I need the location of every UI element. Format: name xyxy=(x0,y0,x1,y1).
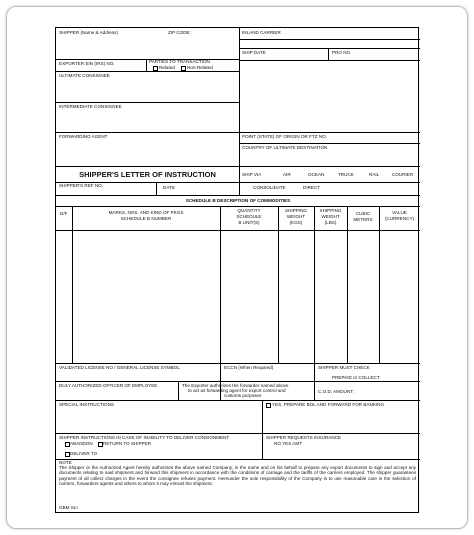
rule xyxy=(178,381,179,400)
ship-via-truck[interactable]: TRUCK xyxy=(338,172,354,177)
shippers-letter-of-instruction-form xyxy=(55,27,419,513)
shippers-ref-label: SHIPPER'S REF NO. xyxy=(59,183,104,188)
rule xyxy=(56,230,420,231)
rule xyxy=(56,71,239,72)
col-cubic-line1: CUBIC xyxy=(355,211,371,216)
prepaid-or-collect[interactable]: PREPAID or COLLECT xyxy=(332,375,380,380)
rule xyxy=(56,381,420,382)
note-text: The Shipper or the Authorized Agent hereby authorizes the above named Company, in the name and on his behalf to prepare any export documents to sign and accept any documents relating to said shipment and forward this shipment in accordance with the conditions of carriage and the tariffs of the carriers employed. The shipper guarantees payment of all collect charges in the event the consignee refuses payment. Hereunder the sole responsibility of the Company is to use reasonable care in the selection of carriers, forwarders agents and others to whom it may entrust the shipment. xyxy=(59,465,416,487)
ship-via-air[interactable]: AIR xyxy=(283,172,291,177)
rule xyxy=(56,459,420,460)
rule xyxy=(56,132,420,133)
rule xyxy=(239,60,420,61)
rule xyxy=(239,48,420,49)
inland-carrier-label: INLAND CARRIER xyxy=(242,30,281,35)
rule xyxy=(56,102,239,103)
abandon-label: ABANDON xyxy=(70,441,93,446)
exporter-ein-label: EXPORTER EIN (IRS) NO. xyxy=(59,61,115,66)
rule xyxy=(314,206,315,363)
col-value-line2: (CURRENCY) xyxy=(384,216,415,221)
rule xyxy=(56,400,420,401)
license-label: VALIDATED LICENSE NO / GENERAL LICENSE SYMBOL xyxy=(59,365,180,370)
rule xyxy=(220,206,221,363)
forwarding-agent-label: FORWARDING AGENT xyxy=(59,134,108,139)
ship-via-ocean[interactable]: OCEAN xyxy=(308,172,325,177)
col-weight-lbs-line3: (LBS) xyxy=(324,220,337,225)
cod-amount-label: C.O.D. AMOUNT: xyxy=(318,389,354,394)
rule xyxy=(314,363,315,400)
col-quantity-line2: SCHEDULE xyxy=(236,214,262,219)
col-cubic-line2: METERS xyxy=(353,217,373,222)
rule xyxy=(72,206,73,363)
col-weight-kgs-line1: SHIPPING xyxy=(285,208,307,213)
date-label: DATE xyxy=(163,185,175,190)
rule xyxy=(379,206,380,363)
col-marks-line2: SCHEDULE B NUMBER xyxy=(120,216,172,221)
insurance-options[interactable]: NO YES AMT xyxy=(274,441,302,446)
parties-to-transaction-label: PARTIES TO TRANSACTION xyxy=(149,59,210,64)
rule xyxy=(239,39,420,40)
rule xyxy=(156,182,157,195)
return-to-shipper-label: RETURN TO SHIPPER xyxy=(103,441,152,446)
col-df: D/F xyxy=(60,211,68,216)
rule xyxy=(56,363,420,364)
prepare-bol-label: YES, PREPARE BOL AND FORWARD FOR BANKING xyxy=(272,402,385,407)
rule xyxy=(239,143,420,144)
rule xyxy=(239,28,240,166)
authorizes-text-line2: to act as forwarding agent for export control and xyxy=(188,388,286,393)
rule xyxy=(56,182,420,183)
col-weight-lbs-line2: WEIGHT xyxy=(321,214,340,219)
rule xyxy=(347,206,348,363)
special-instructions-label: SPECIAL INSTRUCTIONS xyxy=(59,402,114,407)
insurance-label: SHIPPER REQUESTS INSURANCE xyxy=(266,435,342,440)
col-quantity-line1: QUANTITY xyxy=(237,208,261,213)
authorizes-text-line1: The Exporter authorizes the forwarder named above xyxy=(182,383,289,388)
col-weight-kgs-line2: WEIGHT xyxy=(286,214,306,219)
col-weight-kgs-line3: (KGS) xyxy=(289,220,303,225)
ship-via-courier[interactable]: COURIER xyxy=(392,172,414,177)
zip-code-label: ZIP CODE: xyxy=(168,30,191,35)
country-of-destination-label: COUNTRY OF ULTIMATE DESTINATION xyxy=(242,145,328,150)
col-weight-lbs-line1: SHIPPING xyxy=(319,208,342,213)
eccn-label: ECCN (When Required) xyxy=(224,365,274,370)
col-quantity-line3: B UNIT(S) xyxy=(238,220,260,225)
rule xyxy=(220,363,221,400)
shipper-name-address-label: SHIPPER (Name & Address) xyxy=(59,30,118,35)
duly-authorized-label: DULY AUTHORIZED OFFICER OF EMPLOYEE xyxy=(59,383,158,388)
col-value-line1: VALUE xyxy=(392,210,407,215)
rule xyxy=(146,59,147,71)
direct-option[interactable]: DIRECT xyxy=(303,185,321,190)
form-title: SHIPPER'S LETTER OF INSTRUCTION xyxy=(79,170,216,179)
deliver-to-label: DELIVER TO xyxy=(70,451,98,456)
point-of-origin-label: POINT (STATE) OF ORIGIN OR FTZ NO. xyxy=(242,134,327,139)
note-label: NOTE xyxy=(59,460,72,465)
intermediate-consignee-label: INTERMEDIATE CONSIGNEE xyxy=(59,104,122,109)
consolidate-option[interactable]: CONSOLIDATE xyxy=(253,185,286,190)
rule xyxy=(239,166,240,195)
form-code: GBM SLI xyxy=(59,505,78,510)
ship-date-label: SHIP DATE xyxy=(242,50,266,55)
rule xyxy=(262,433,263,459)
rule xyxy=(56,166,420,167)
ship-via-rail[interactable]: RAIL xyxy=(369,172,380,177)
rule xyxy=(56,59,239,60)
prepare-bol-checkbox[interactable] xyxy=(266,403,271,408)
related-checkbox[interactable] xyxy=(153,66,158,71)
schedule-b-heading: SCHEDULE B DESCRIPTION OF COMMODITIES xyxy=(185,198,291,203)
ultimate-consignee-label: ULTIMATE CONSIGNEE xyxy=(59,73,110,78)
non-related-checkbox[interactable] xyxy=(181,66,186,71)
col-marks-line1: MARKS, NOS. AND KIND OF PKGS xyxy=(108,210,184,215)
rule xyxy=(328,48,329,60)
rule xyxy=(262,400,263,433)
authorizes-text-line3: customs purposes xyxy=(224,393,262,398)
rule xyxy=(56,433,420,434)
shipper-must-check-label: SHIPPER MUST CHECK xyxy=(318,365,370,370)
rule xyxy=(56,195,420,196)
ship-via-label: SHIP VIA xyxy=(242,172,262,177)
related-label: Related xyxy=(159,65,175,70)
inability-label: SHIPPER INSTRUCTIONS IN CASE OF INABILITY TO DELIVER CONSIGNMENT xyxy=(59,435,230,440)
rule xyxy=(278,206,279,363)
non-related-label: Non-Related xyxy=(187,65,213,70)
rule xyxy=(56,206,420,207)
pro-no-label: PRO NO xyxy=(332,50,351,55)
